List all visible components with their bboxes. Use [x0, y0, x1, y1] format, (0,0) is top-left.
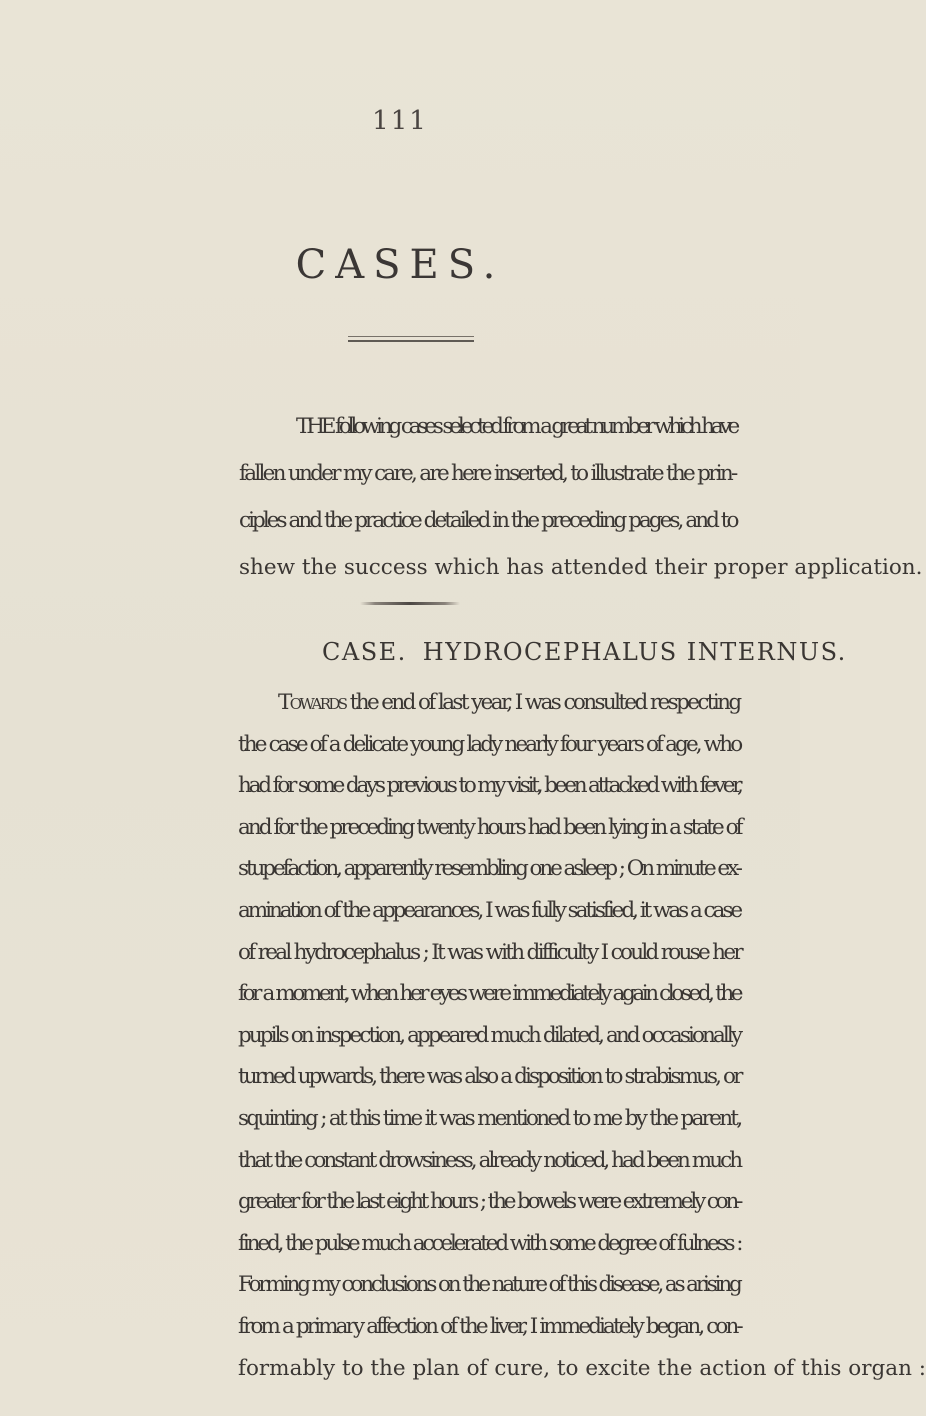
body-line: amination of the appearances, I was fully satisfied, it was a case [238, 898, 741, 923]
body-line: formably to the plan of cure, to excite the action of this organ : [238, 1356, 926, 1381]
section-ornament [360, 602, 460, 605]
body-line: of real hydrocephalus ; It was with difficulty I could rouse her [238, 940, 741, 965]
body-first-word: Towards [278, 690, 346, 715]
body-line: from a primary affection of the liver, I immediately began, con- [238, 1314, 741, 1339]
heading-rule-thin [348, 336, 474, 337]
case-title [322, 638, 847, 666]
case-label: CASE. [322, 638, 407, 666]
body-line: turned upwards, there was also a disposition to strabismus, or [238, 1064, 741, 1089]
intro-line: shew the success which has attended their proper application. [239, 555, 923, 580]
intro-line: fallen under my care, are here inserted, to illustrate the prin- [239, 461, 736, 486]
body-line: for a moment, when her eyes were immediately again closed, the [238, 981, 741, 1006]
body-line: fined, the pulse much accelerated with some degree of fulness : [238, 1231, 741, 1256]
body-line: Forming my conclusions on the nature of this disease, as arising [238, 1272, 740, 1297]
page-number: 111 [372, 106, 428, 136]
body-line: had for some days previous to my visit, been attacked with fever, [238, 773, 741, 798]
body-line: squinting ; at this time it was mentioned to me by the parent, [238, 1106, 741, 1131]
body-line: that the constant drowsiness, already noticed, had been much [238, 1148, 741, 1173]
body-line [278, 690, 740, 715]
body-line: and for the preceding twenty hours had been lying in a state of [238, 815, 741, 840]
intro-line: ciples and the practice detailed in the preceding pages, and to [239, 508, 737, 533]
body-line-text: the end of last year, I was consulted respecting [345, 690, 740, 715]
body-line: stupefaction, apparently resembling one asleep ; On minute ex- [238, 856, 740, 881]
section-heading: CASES. [295, 242, 505, 288]
heading-rule-thick [348, 340, 474, 342]
body-line: pupils on inspection, appeared much dilated, and occasionally [238, 1023, 741, 1048]
body-line: greater for the last eight hours ; the bowels were extremely con- [238, 1189, 741, 1214]
body-line: the case of a delicate young lady nearly four years of age, who [238, 732, 741, 757]
case-name: HYDROCEPHALUS INTERNUS. [422, 638, 847, 666]
intro-line: THE following cases selected from a great number which have [296, 414, 737, 439]
